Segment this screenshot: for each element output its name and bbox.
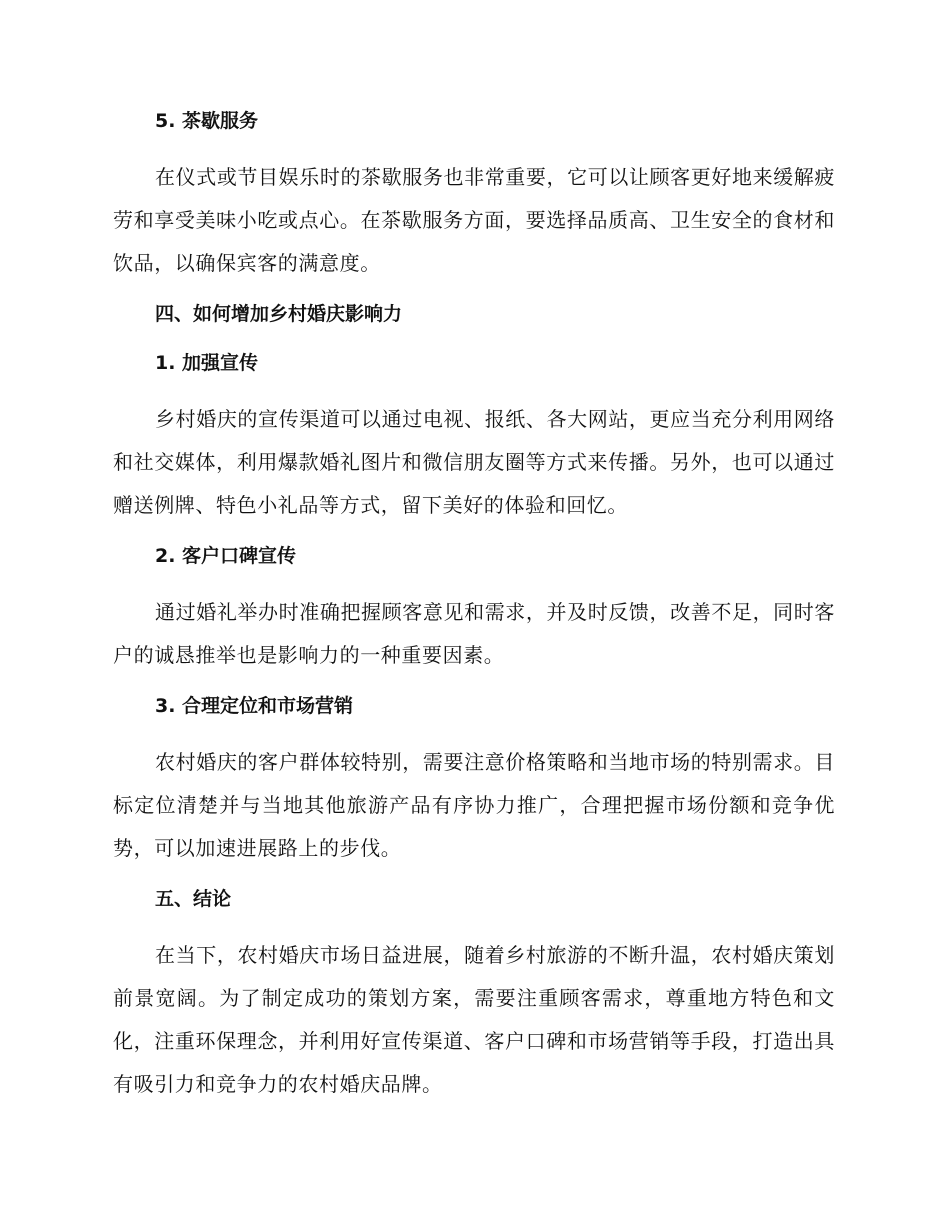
paragraph-conclusion: 在当下，农村婚庆市场日益进展，随着乡村旅游的不断升温，农村婚庆策划前景宽阔。为了制定成功的策划方案，需要注重顾客需求，尊重地方特色和文化，注重环保理念，并利用好宣传渠道、客户口碑和市场营销等手段，打造出具有吸引力和竞争力的农村婚庆品牌。 — [113, 943, 835, 1096]
paragraph-positioning-marketing: 农村婚庆的客户群体较特别，需要注意价格策略和当地市场的特别需求。目标定位清楚并与当地其他旅游产品有序协力推广，合理把握市场份额和竞争优势，可以加速进展路上的步伐。 — [113, 750, 835, 860]
document-body — [113, 107, 835, 1121]
section-heading-tea-break-service: 5. 茶歇服务 — [155, 110, 259, 132]
paragraph-customer-word-of-mouth: 通过婚礼举办时准确把握顾客意见和需求，并及时反馈，改善不足，同时客户的诚恳推举也是影响力的一种重要因素。 — [113, 600, 835, 667]
section-heading-conclusion: 五、结论 — [155, 888, 232, 910]
paragraph-tea-break-service: 在仪式或节目娱乐时的茶歇服务也非常重要，它可以让顾客更好地来缓解疲劳和享受美味小吃或点心。在茶歇服务方面，要选择品质高、卫生安全的食材和饮品，以确保宾客的满意度。 — [113, 165, 835, 275]
subheading-strengthen-promotion: 1. 加强宣传 — [155, 352, 259, 374]
subheading-customer-word-of-mouth: 2. 客户口碑宣传 — [155, 545, 297, 567]
paragraph-strengthen-promotion: 乡村婚庆的宣传渠道可以通过电视、报纸、各大网站，更应当充分利用网络和社交媒体，利用爆款婚礼图片和微信朋友圈等方式来传播。另外，也可以通过赠送例牌、特色小礼品等方式，留下美好的体验和回忆。 — [113, 407, 835, 517]
section-heading-increase-influence: 四、如何增加乡村婚庆影响力 — [155, 303, 403, 325]
subheading-positioning-marketing: 3. 合理定位和市场营销 — [155, 695, 354, 717]
